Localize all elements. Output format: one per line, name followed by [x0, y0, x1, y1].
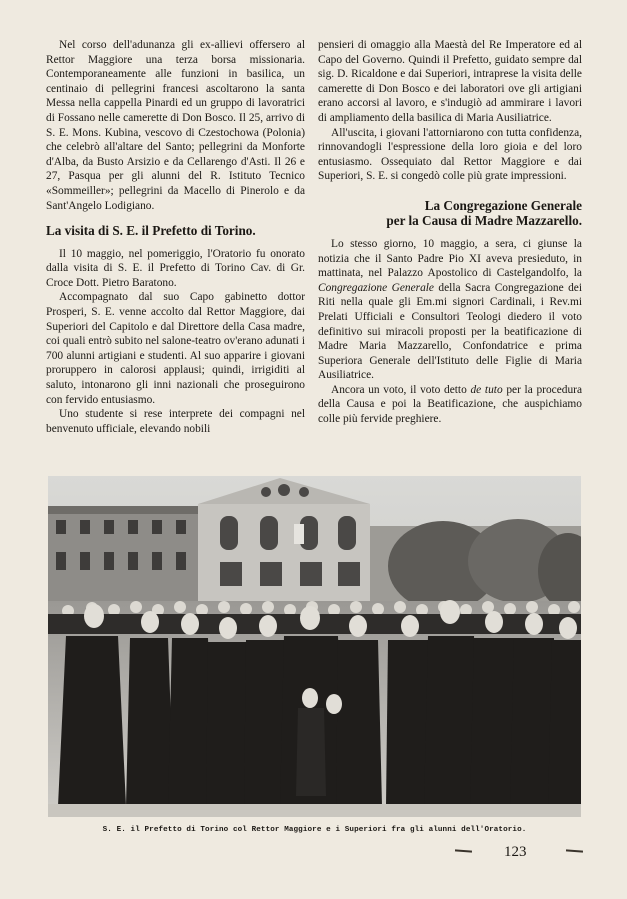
heading-line-1: La Congregazione Generale	[424, 197, 582, 213]
right-paragraph-3	[318, 237, 582, 383]
heading-line-2: per la Causa di Madre Mazzarello.	[386, 213, 582, 229]
left-paragraph-4: Uno studente si rese interprete dei compagni nel benvenuto ufficiale, elevando nobili	[46, 408, 305, 435]
page-number: 123	[504, 844, 527, 860]
right-paragraph-1: pensieri di omaggio alla Maestà del Re Imperatore ed al Capo del Governo. Quindi il Prefetto, guidato sempre dal sig. D. Ricaldone e dai Superiori, intraprese la visita delle camerette di Don Bosco e dei laboratori ove gli artigiani erano accorsi al lavoro, e s'indugiò ad ammirare i lavori di ampliamento della basilica di Maria Ausiliatrice.	[318, 39, 582, 124]
group-photograph	[48, 476, 581, 817]
photo-illustration	[48, 476, 581, 817]
left-column	[46, 38, 305, 436]
right-paragraph-2: All'uscita, i giovani l'attorniarono con tutta confidenza, rinnovandogli l'espressione della loro gioia e del loro entusiasmo. Ossequiato dal Rettor Maggiore e dai Superiori, S. E. si congedò colle più grate impressioni.	[318, 126, 582, 183]
right-paragraph-4	[318, 383, 582, 427]
section-heading-congregazione	[318, 198, 582, 229]
right-paragraph-3-italic: Congregazione Generale	[318, 281, 434, 294]
decorative-dash-right	[566, 849, 583, 852]
right-paragraph-3-start: Lo stesso giorno, 10 maggio, a sera, ci giunse la notizia che il Santo Padre Pio XI aveva presieduto, in mattinata, nel Palazzo Apostolico di Castelgandolfo, la	[318, 237, 582, 280]
decorative-dash-left	[455, 849, 472, 852]
right-paragraph-4-start: Ancora un voto, il voto detto	[331, 383, 471, 396]
left-paragraph-2: Il 10 maggio, nel pomeriggio, l'Oratorio fu onorato dalla visita di S. E. il Prefetto di Torino Cav. di Gr. Croce Dott. Pietro Baratono.	[46, 247, 305, 289]
right-paragraph-4-end: per la procedura della Causa e poi la Beatificazione, che auspichiamo colle più fervide preghiere.	[318, 383, 582, 426]
right-paragraph-4-italic: de tuto	[470, 383, 503, 396]
photo-caption: S. E. il Prefetto di Torino col Rettor Maggiore e i Superiori fra gli alunni dell'Oratorio.	[102, 826, 527, 834]
left-paragraph-1: Nel corso dell'adunanza gli ex-allievi offersero al Rettor Maggiore una terza borsa missionaria. Contemporaneamente alle funzioni in basilica, un centinaio di pellegrini francesi ascoltarono la santa Messa nella cappella Pinardi ed un gruppo di lavoratrici di Fossano nelle camerette di Don Bosco. Il 25, arrivo di S. E. Mons. Kubina, vescovo di Czestochowa (Polonia) che celebrò all'altare del Santo; pellegrini da Monforte d'Alba, da Busto Arsizio e da Cellarengo d'Asti. Il 26 e 27, Pasqua per gli alunni del R. Istituto Tecnico «Sommeiller»; pellegrini da Macello di Pinerolo e da Sant'Angelo Lodigiano.	[46, 39, 305, 212]
right-paragraph-3-end: della Sacra Congregazione dei Riti nella quale gli Em.mi signori Cardinali, i Rev.mi Prelati Ufficiali e Consultori Teologi diedero il voto definitivo sui miracoli proposti per la beatificazione di Madre Maria Mazzarello, Confondatrice e prima Superiora Generale dell'Istituto delle Figlie di Maria Ausiliatrice.	[318, 281, 582, 382]
left-paragraph-3: Accompagnato dal suo Capo gabinetto dottor Prosperi, S. E. venne accolto dal Rettor Maggiore, dai Superiori del Capitolo e dal Direttore della Casa madre, coi quali entrò subito nel salone-teatro ov'erano adunati i 700 alunni artigiani e studenti. Al suo apparire i giovani proruppero in calorosi applausi; quindi, irrigiditi al saluto, intonarono gli inni nazionali che proseguirono con fervido entusiasmo.	[46, 291, 305, 406]
right-column	[318, 38, 582, 427]
section-heading-prefetto: La visita di S. E. il Prefetto di Torino.	[46, 223, 256, 239]
